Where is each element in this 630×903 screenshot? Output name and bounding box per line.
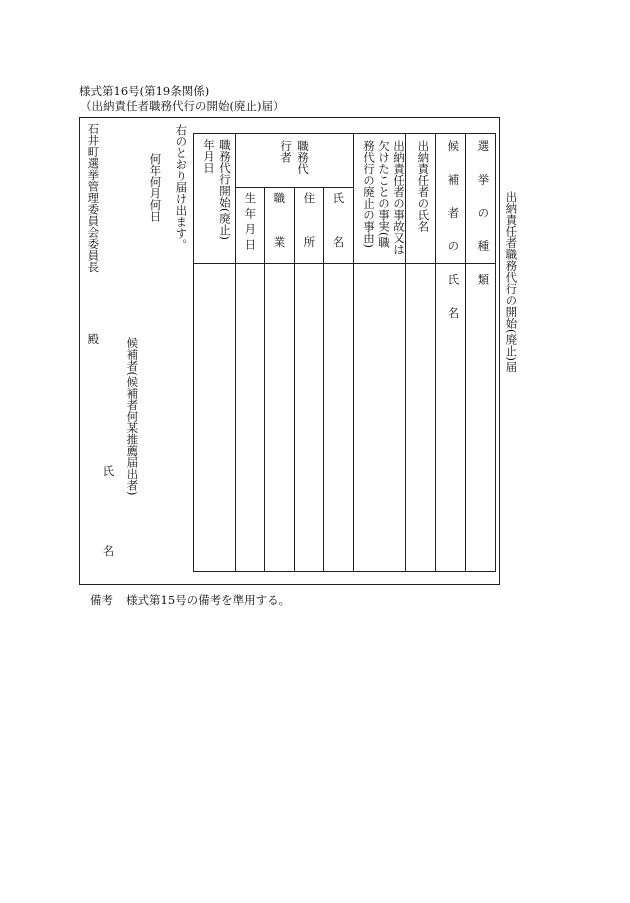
submitter: 候補者(候補者何某推薦届出者) — [125, 337, 140, 496]
name-label-2: 名 — [101, 545, 116, 557]
note-text: 様式第15号の備考を準用する。 — [126, 593, 291, 607]
header-acting-address: 住 所 — [302, 192, 317, 258]
name-label-1: 氏 — [101, 465, 116, 477]
header-acting-line-1: 職務代 — [296, 140, 310, 175]
header-reason — [356, 140, 406, 260]
date-line: 何年何月何日 — [148, 153, 163, 222]
header-start-line-1: 職務代行開始(廃止) — [218, 139, 232, 240]
form-title: 出納責任者職務代行の開始(廃止)届 — [504, 191, 519, 373]
honorific: 殿 — [86, 333, 101, 345]
header-reason-line-3: 務代行の廃止の事由) — [362, 140, 376, 248]
header-start-date — [198, 139, 232, 259]
header-treasurer-name: 出納責任者の氏名 — [416, 140, 431, 232]
header-election-type: 選 挙 の 種 類 — [476, 140, 491, 291]
header-acting-name: 氏 名 — [331, 192, 346, 258]
form-subtitle: （出納責任者職務代行の開始(廃止)届） — [80, 99, 285, 113]
header-acting-group — [270, 137, 310, 185]
statement: 右のとおり届け出ます。 — [174, 124, 189, 251]
header-acting-occupation: 職 業 — [272, 192, 287, 258]
note-label: 備考 — [90, 593, 113, 607]
addressee: 石井町選挙管理委員会委員長 — [86, 123, 101, 273]
form-number: 様式第16号(第19条関係) — [79, 84, 210, 98]
header-acting-birthdate: 生年月日 — [243, 192, 258, 255]
header-reason-line-1: 出納責任者の事故又は — [392, 140, 406, 255]
header-candidate-name: 候 補 者 の 氏 名 — [446, 140, 461, 324]
header-start-line-2: 年月日 — [202, 139, 216, 174]
header-acting-line-2: 行者 — [279, 140, 293, 163]
header-reason-line-2: 欠けたことの事実(職 — [377, 140, 391, 248]
